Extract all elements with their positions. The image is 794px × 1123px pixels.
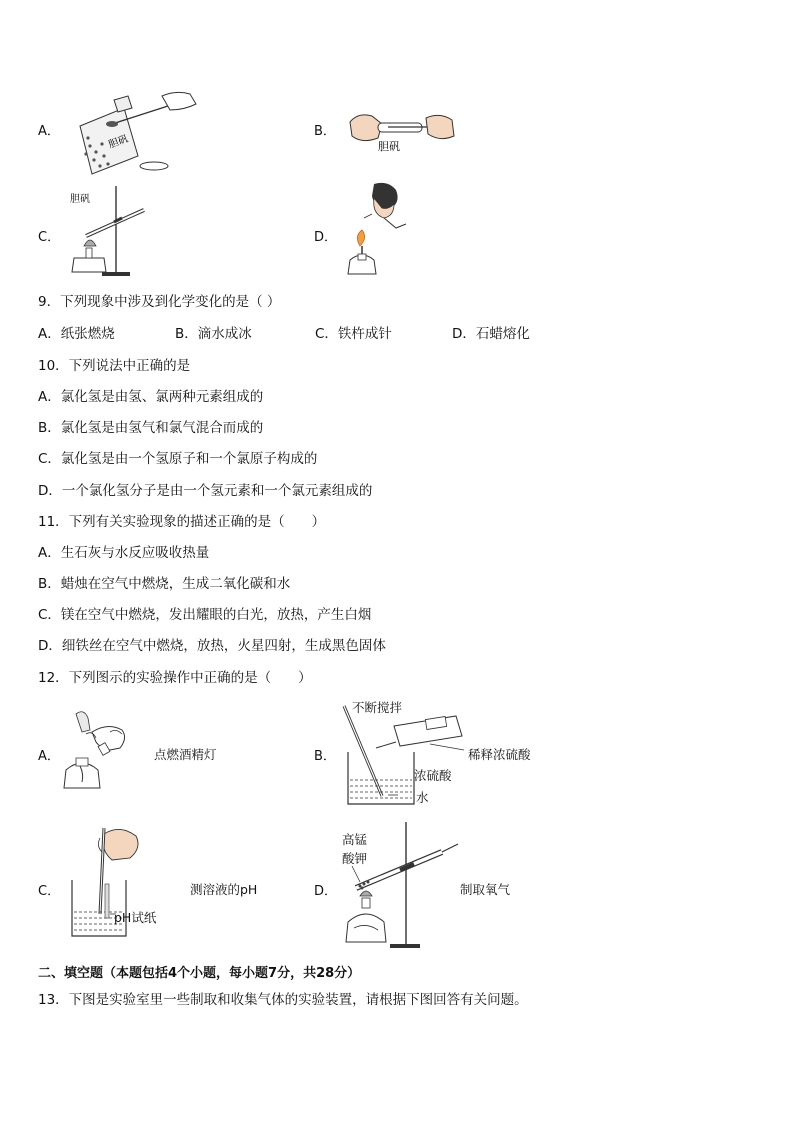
q12-b-stir-label: 不断搅拌 [352,700,403,715]
q11-option-b: B．蜡烛在空气中燃烧，生成二氧化碳和水 [38,576,291,592]
q12-option-d-figure [342,818,462,952]
q10-option-c: C．氯化氢是由一个氢原子和一个氯原子构成的 [38,451,318,467]
q8-c-caption: 胆矾 [70,194,90,205]
q8-option-d-label: D． [314,230,338,245]
q13-stem: 13．下图是实验室里一些制取和收集气体的实验装置，请根据下图回答有关问题。 [38,992,528,1008]
q9-option-b: B．滴水成冰 [175,326,252,342]
q11-stem: 11．下列有关实验现象的描述正确的是（ ） [38,514,326,530]
q8-option-a-figure [72,86,202,176]
q12-d-reagent-line2: 酸钾 [342,851,368,866]
q8-option-c-figure [66,186,158,280]
q12-option-c-label: C． [38,884,61,899]
q12-c-caption: 测溶液的pH [190,882,258,897]
q8-option-b-figure [348,108,458,154]
q12-d-caption: 制取氧气 [460,882,511,897]
q12-option-a-label: A． [38,749,60,764]
q11-option-d: D．细铁丝在空气中燃烧，放热，火星四射，生成黑色固体 [38,638,386,654]
q12-option-b-label: B． [314,749,336,764]
q12-option-a-figure [62,708,142,792]
q8-option-a-label: A． [38,124,60,139]
q11-option-c: C．镁在空气中燃烧，发出耀眼的白光，放热，产生白烟 [38,607,372,623]
q9-option-c: C．铁杵成针 [315,326,392,342]
q12-c-paper-label: pH试纸 [114,910,157,925]
q12-option-b-figure [336,700,470,806]
q12-option-d-label: D． [314,884,338,899]
q12-stem: 12．下列图示的实验操作中正确的是（ ） [38,670,312,686]
q12-a-caption: 点燃酒精灯 [154,747,217,762]
q8-b-caption: 胆矾 [378,140,400,153]
q9-option-d: D．石蜡熔化 [452,326,530,342]
q10-option-b: B．氯化氢是由氢气和氯气混合而成的 [38,420,264,436]
q11-option-a: A．生石灰与水反应吸收热量 [38,545,210,561]
q9-stem: 9．下列现象中涉及到化学变化的是（ ） [38,294,281,310]
q10-stem: 10．下列说法中正确的是 [38,358,191,374]
q10-option-a: A．氯化氢是由氢、氯两种元素组成的 [38,389,264,405]
q8-option-b-label: B． [314,124,336,139]
q12-b-water-label: 水 [416,790,429,805]
q8-option-c-label: C． [38,230,61,245]
q12-d-reagent-line1: 高锰 [342,832,368,847]
q12-b-acid-label: 浓硫酸 [414,768,452,783]
section-2-heading: 二、填空题（本题包括4个小题，每小题7分，共28分） [38,966,361,981]
q12-b-caption: 稀释浓硫酸 [468,747,531,762]
q10-option-d: D．一个氯化氢分子是由一个氢元素和一个氯元素组成的 [38,483,373,499]
q9-option-a: A．纸张燃烧 [38,326,115,342]
q8-a-bottle-label: 胆矾 [107,133,130,151]
q8-option-d-figure [344,180,414,280]
